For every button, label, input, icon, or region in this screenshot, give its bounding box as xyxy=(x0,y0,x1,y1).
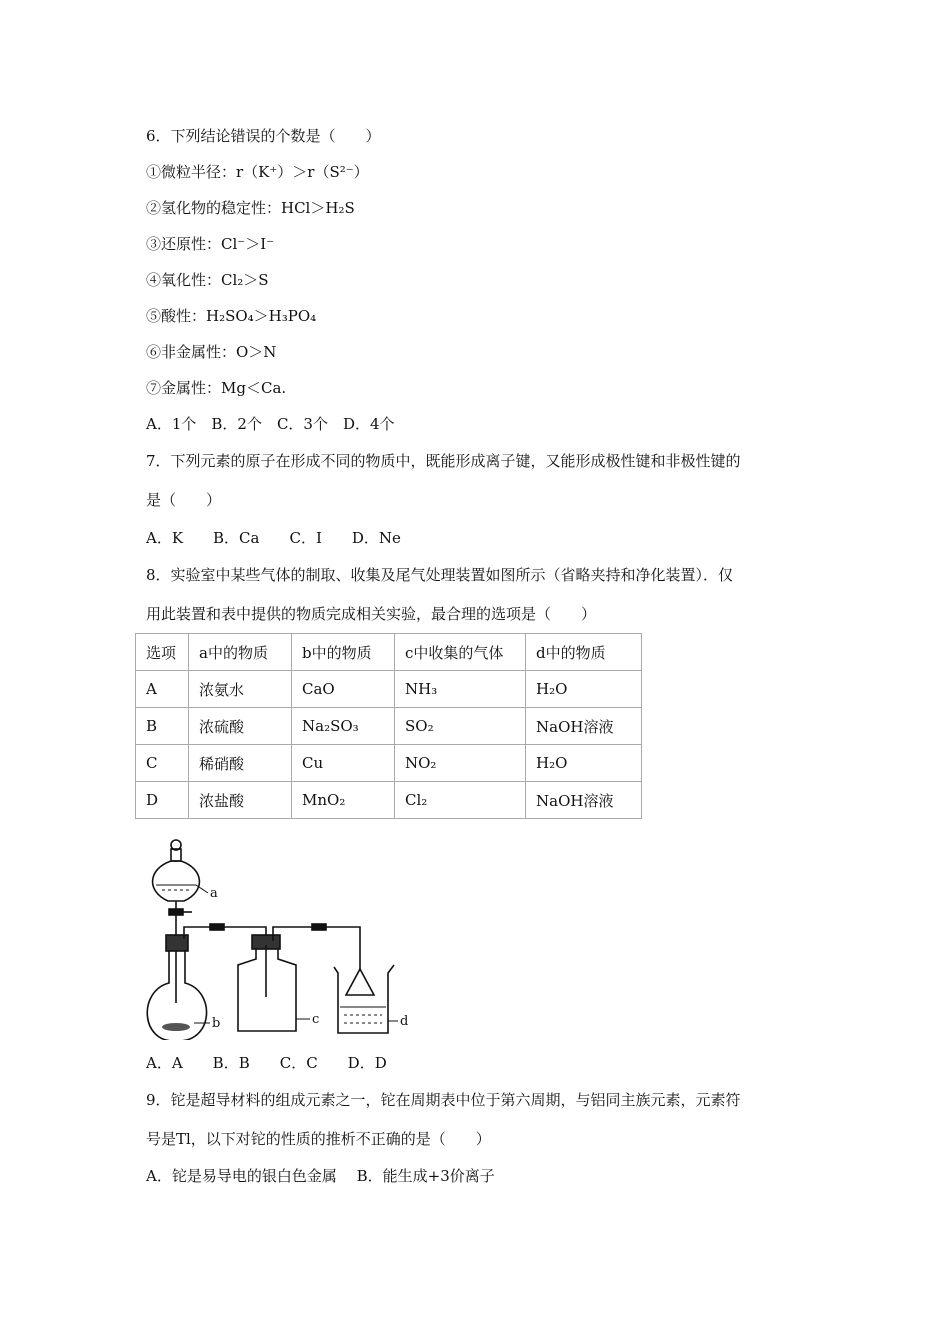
table-cell: 浓硫酸 xyxy=(189,708,292,745)
apparatus-figure xyxy=(142,835,412,1040)
table-cell: NaOH溶液 xyxy=(526,708,642,745)
table-cell: H₂O xyxy=(526,671,642,708)
table-row xyxy=(136,745,642,782)
label-d: d xyxy=(400,1014,409,1029)
q8-options: A．A B．B C．C D．D xyxy=(146,1054,387,1072)
table-cell: NH₃ xyxy=(395,671,526,708)
table-cell: 浓盐酸 xyxy=(189,782,292,819)
table-cell: Na₂SO₃ xyxy=(292,708,395,745)
q6-stem: 6．下列结论错误的个数是（ ） xyxy=(146,127,381,145)
q7-stem-line1: 7．下列元素的原子在形成不同的物质中，既能形成离子键，又能形成极性键和非极性键的 xyxy=(146,452,741,470)
q6-item-7: ⑦金属性：Mg＜Ca. xyxy=(146,379,287,397)
q9-options: A．铊是易导电的银白色金属 B．能生成+3价离子 xyxy=(146,1167,495,1185)
table-header-cell: d中的物质 xyxy=(526,634,642,671)
table-cell: A xyxy=(136,671,189,708)
q8-stem-line1: 8．实验室中某些气体的制取、收集及尾气处理装置如图所示（省略夹持和净化装置）．仅 xyxy=(146,566,734,584)
table-cell: 稀硝酸 xyxy=(189,745,292,782)
table-header-row xyxy=(136,634,642,671)
table-header-cell: b中的物质 xyxy=(292,634,395,671)
table-cell: CaO xyxy=(292,671,395,708)
table-header-cell: c中收集的气体 xyxy=(395,634,526,671)
table-header-cell: 选项 xyxy=(136,634,189,671)
q9-stem-line2: 号是Tl，以下对铊的性质的推析不正确的是（ ） xyxy=(146,1130,491,1148)
table-cell: MnO₂ xyxy=(292,782,395,819)
label-a: a xyxy=(210,886,218,901)
q6-options: A．1个 B．2个 C．3个 D．4个 xyxy=(146,415,395,433)
q9-stem-line1: 9．铊是超导材料的组成元素之一，铊在周期表中位于第六周期，与铝同主族元素，元素符 xyxy=(146,1091,741,1109)
table-cell: B xyxy=(136,708,189,745)
q6-item-5: ⑤酸性：H₂SO₄＞H₃PO₄ xyxy=(146,307,317,325)
table-row xyxy=(136,671,642,708)
separatory-funnel xyxy=(153,861,200,901)
inverted-funnel xyxy=(346,969,374,995)
q6-item-6: ⑥非金属性：O＞N xyxy=(146,343,277,361)
q7-options: A．K B．Ca C．I D．Ne xyxy=(146,529,401,547)
q8-stem-line2: 用此装置和表中提供的物质完成相关实验，最合理的选项是（ ） xyxy=(146,605,597,623)
table-cell: NaOH溶液 xyxy=(526,782,642,819)
table-row xyxy=(136,708,642,745)
q7-stem-line2: 是（ ） xyxy=(146,491,222,509)
q6-item-4: ④氧化性：Cl₂＞S xyxy=(146,271,269,289)
table-cell: 浓氨水 xyxy=(189,671,292,708)
table-cell: C xyxy=(136,745,189,782)
table-cell: SO₂ xyxy=(395,708,526,745)
table-cell: Cu xyxy=(292,745,395,782)
q6-item-2: ②氢化物的稳定性：HCl＞H₂S xyxy=(146,199,355,217)
table-header-cell: a中的物质 xyxy=(189,634,292,671)
label-c: c xyxy=(312,1012,320,1027)
collecting-bottle xyxy=(238,949,296,1031)
table-cell: D xyxy=(136,782,189,819)
q6-item-3: ③还原性：Cl⁻＞I⁻ xyxy=(146,235,275,253)
table-cell: Cl₂ xyxy=(395,782,526,819)
table-cell: NO₂ xyxy=(395,745,526,782)
q6-item-1: ①微粒半径：r（K⁺）＞r（S²⁻） xyxy=(146,163,369,181)
label-b: b xyxy=(212,1016,221,1031)
table-cell: H₂O xyxy=(526,745,642,782)
q8-options-table xyxy=(135,633,642,819)
table-row xyxy=(136,782,642,819)
